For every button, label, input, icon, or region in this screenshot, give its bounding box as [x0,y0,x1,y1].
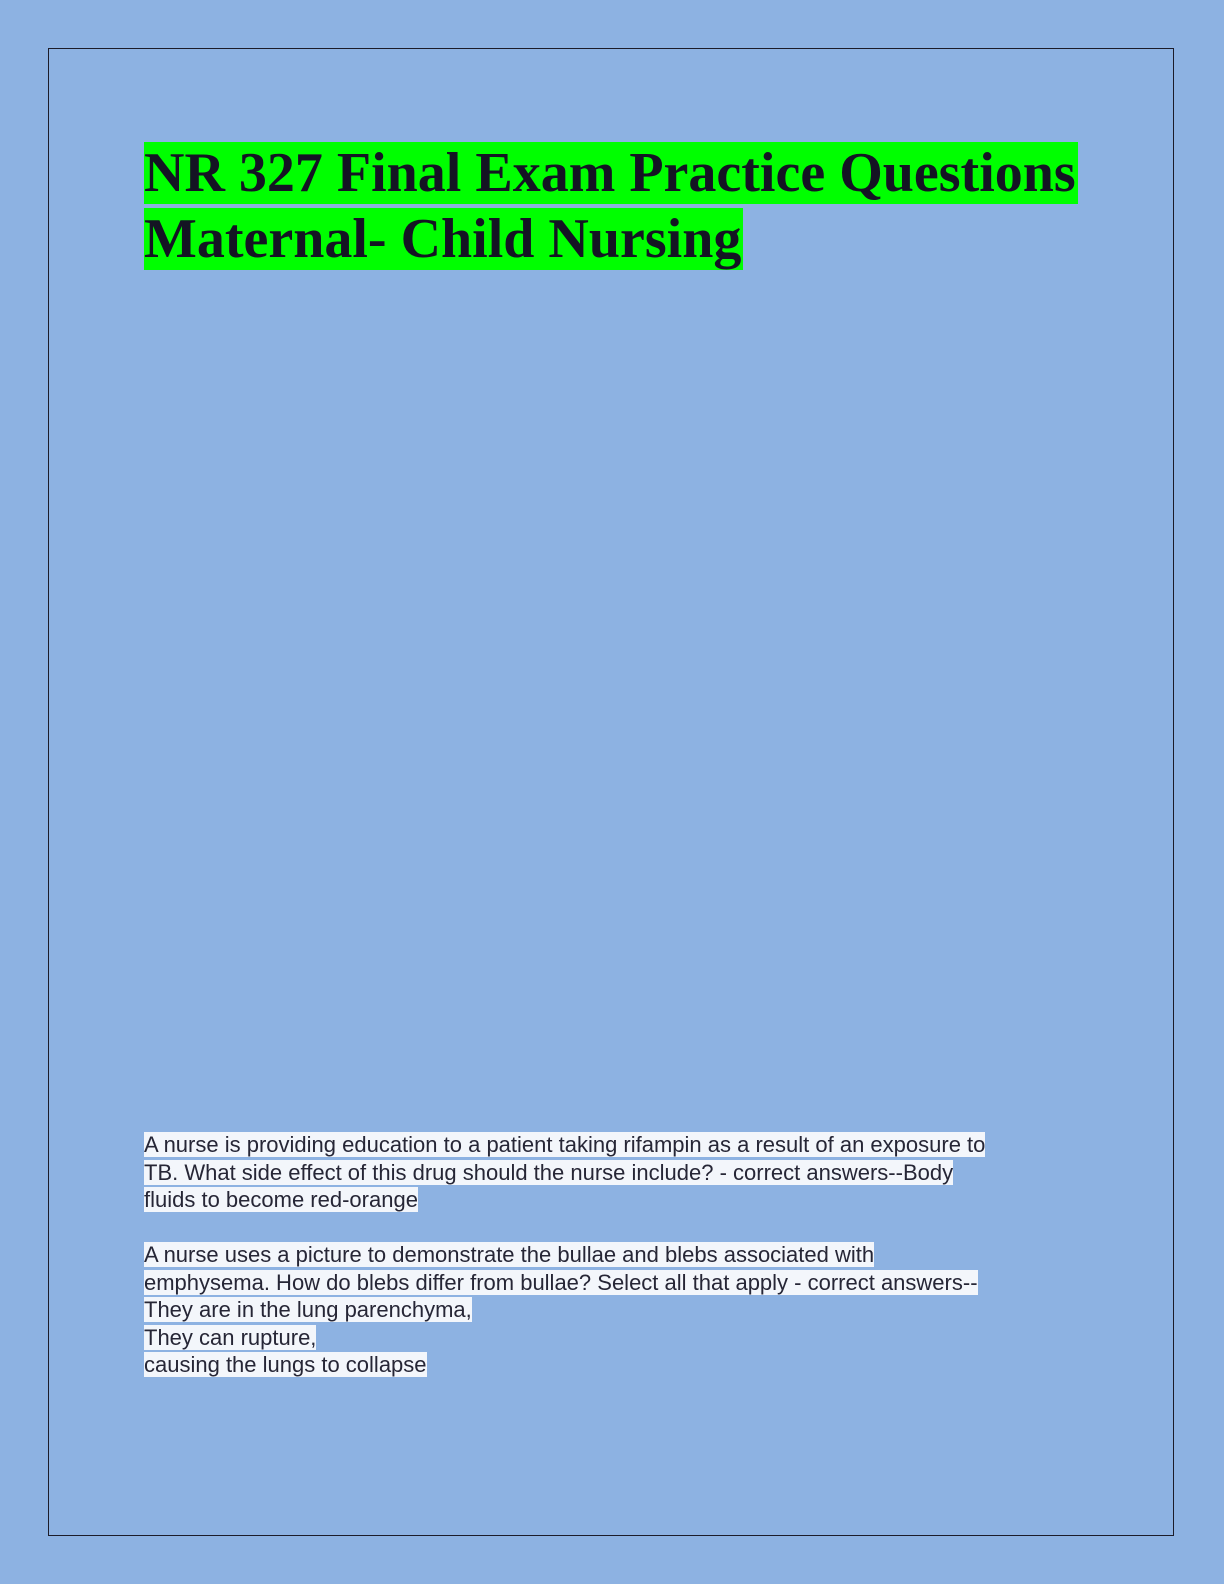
answer-text-line: They are in the lung parenchyma, [144,1297,472,1322]
question-block [144,1241,1104,1379]
title-line: NR 327 Final Exam Practice Questions [144,142,1076,204]
answer-text-line: They can rupture, [144,1324,317,1350]
answer-text-line: causing the lungs to collapse [144,1352,427,1377]
question-text-line: TB. What side effect of this drug should the nurse include? - correct answers--Body [144,1159,954,1185]
document-title [144,140,1124,272]
question-text-line: A nurse is providing education to a patient taking rifampin as a result of an exposure to [144,1132,986,1157]
title-line: Maternal- Child Nursing [144,208,742,270]
question-block [144,1131,1104,1214]
question-text-line: A nurse uses a picture to demonstrate the bullae and blebs associated with [144,1242,875,1267]
answer-text-line: fluids to become red-orange [144,1187,418,1212]
question-text-line: emphysema. How do blebs differ from bullae? Select all that apply - correct answers-- [144,1269,978,1295]
